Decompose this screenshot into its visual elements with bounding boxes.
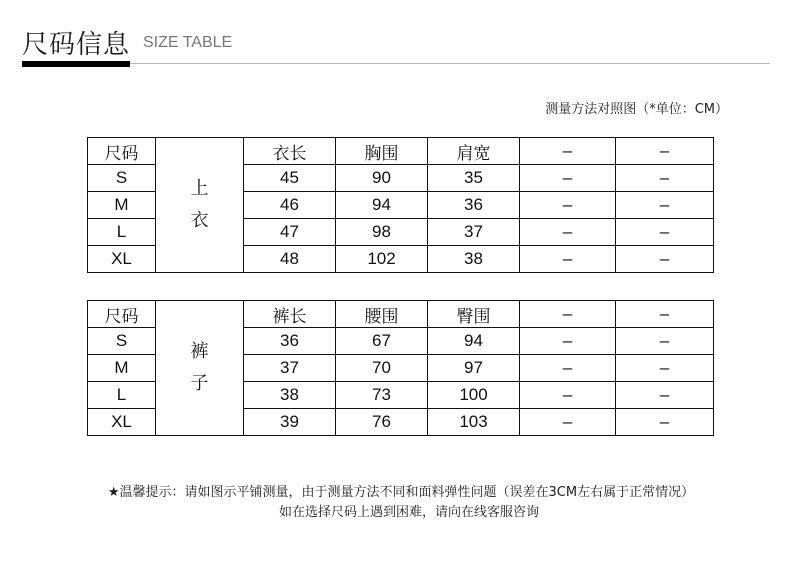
header-cell: 胸围: [336, 138, 428, 165]
header-divider: [22, 63, 770, 64]
group-label-char: 上: [190, 178, 209, 199]
value-cell: –: [520, 328, 616, 355]
size-cell: S: [88, 328, 156, 355]
size-cell: M: [88, 192, 156, 219]
group-label-char: 裤: [190, 341, 209, 362]
value-cell: –: [616, 246, 714, 273]
group-label-pants: [156, 301, 244, 436]
header-cell: –: [616, 138, 714, 165]
header-cell: 裤长: [244, 301, 336, 328]
value-cell: 37: [428, 219, 520, 246]
value-cell: 90: [336, 165, 428, 192]
value-cell: 67: [336, 328, 428, 355]
size-cell: M: [88, 355, 156, 382]
size-cell: XL: [88, 409, 156, 436]
value-cell: –: [616, 355, 714, 382]
value-cell: –: [520, 219, 616, 246]
header-cell: –: [520, 301, 616, 328]
value-cell: 94: [336, 192, 428, 219]
value-cell: 45: [244, 165, 336, 192]
header-cell: 臀围: [428, 301, 520, 328]
value-cell: 102: [336, 246, 428, 273]
header-cell: 尺码: [88, 138, 156, 165]
value-cell: 36: [244, 328, 336, 355]
table-header-row: [88, 138, 714, 165]
header-cell: 衣长: [244, 138, 336, 165]
size-cell: L: [88, 382, 156, 409]
value-cell: 76: [336, 409, 428, 436]
value-cell: 48: [244, 246, 336, 273]
group-label-tops: [156, 138, 244, 273]
value-cell: 39: [244, 409, 336, 436]
header-cell: 腰围: [336, 301, 428, 328]
group-label-char: 子: [190, 373, 209, 394]
value-cell: –: [616, 192, 714, 219]
value-cell: –: [616, 382, 714, 409]
value-cell: 97: [428, 355, 520, 382]
value-cell: 103: [428, 409, 520, 436]
pants-size-table: [87, 300, 714, 436]
header-cell: –: [616, 301, 714, 328]
value-cell: 98: [336, 219, 428, 246]
value-cell: 38: [428, 246, 520, 273]
header-cell: –: [520, 138, 616, 165]
value-cell: 94: [428, 328, 520, 355]
value-cell: 38: [244, 382, 336, 409]
value-cell: –: [520, 165, 616, 192]
footer-help: 如在选择尺码上遇到困难，请向在线客服咨询: [278, 505, 539, 520]
page-title: 尺码信息: [22, 30, 131, 60]
value-cell: 35: [428, 165, 520, 192]
value-cell: –: [520, 192, 616, 219]
value-cell: –: [616, 219, 714, 246]
page-subtitle: SIZE TABLE: [143, 34, 233, 51]
value-cell: 73: [336, 382, 428, 409]
group-label-char: 衣: [190, 210, 209, 231]
value-cell: –: [616, 409, 714, 436]
value-cell: 46: [244, 192, 336, 219]
value-cell: 37: [244, 355, 336, 382]
value-cell: –: [520, 409, 616, 436]
value-cell: 70: [336, 355, 428, 382]
value-cell: –: [616, 328, 714, 355]
header-accent-bar: [22, 61, 130, 67]
size-cell: XL: [88, 246, 156, 273]
value-cell: 36: [428, 192, 520, 219]
tops-size-table: [87, 137, 714, 273]
value-cell: –: [616, 165, 714, 192]
table-header-row: [88, 301, 714, 328]
value-cell: 100: [428, 382, 520, 409]
footer-tip: ★温馨提示：请如图示平铺测量，由于测量方法不同和面料弹性问题（误差在3CM左右属于正常情况）: [107, 485, 695, 500]
value-cell: –: [520, 355, 616, 382]
header-cell: 尺码: [88, 301, 156, 328]
unit-note: 测量方法对照图（*单位：CM）: [545, 102, 728, 117]
value-cell: –: [520, 246, 616, 273]
size-cell: L: [88, 219, 156, 246]
header-cell: 肩宽: [428, 138, 520, 165]
value-cell: 47: [244, 219, 336, 246]
size-cell: S: [88, 165, 156, 192]
value-cell: –: [520, 382, 616, 409]
